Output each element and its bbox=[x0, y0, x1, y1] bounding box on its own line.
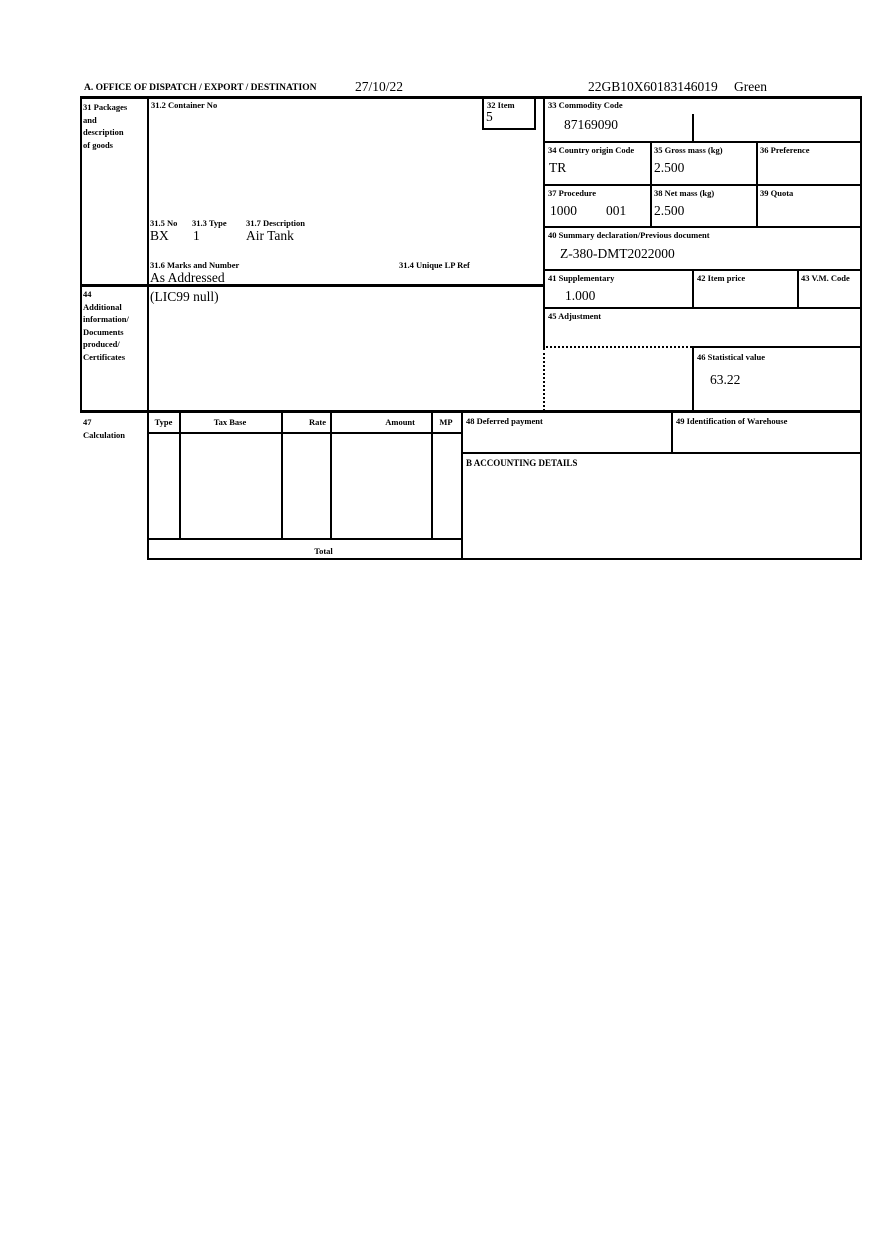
column-header-rate: Rate bbox=[309, 417, 326, 427]
divider-box33-bottom bbox=[543, 141, 862, 143]
commodity-code-label: 33 Commodity Code bbox=[548, 100, 623, 110]
border-table-right bbox=[461, 411, 463, 560]
column-header-mp: MP bbox=[439, 417, 453, 427]
divider-bottom bbox=[148, 558, 862, 560]
declaration-date: 27/10/22 bbox=[355, 79, 404, 94]
package-no-label: 31.5 No bbox=[150, 218, 178, 228]
border-box46-left bbox=[692, 346, 694, 412]
border-right bbox=[860, 96, 862, 560]
divider-center-right bbox=[543, 96, 545, 348]
declaration-reference: 22GB10X60183146019 bbox=[588, 79, 718, 94]
preference-label: 36 Preference bbox=[760, 145, 810, 155]
box44-label-line1: 44 bbox=[83, 289, 92, 299]
country-origin-label: 34 Country origin Code bbox=[548, 145, 635, 155]
divider-box41-42 bbox=[692, 269, 694, 309]
box31-label-line1: 31 Packages bbox=[83, 102, 128, 112]
divider-box42-43 bbox=[797, 269, 799, 309]
total-label: Total bbox=[314, 546, 333, 556]
unique-lp-ref-label: 31.4 Unique LP Ref bbox=[399, 260, 470, 270]
container-no-label: 31.2 Container No bbox=[151, 100, 218, 110]
procedure-value-1: 1000 bbox=[550, 203, 577, 218]
supplementary-value: 1.000 bbox=[565, 288, 596, 303]
dotted-divider-box45-bottom bbox=[543, 346, 692, 348]
box44-label-line4: Documents bbox=[83, 326, 124, 337]
package-no-value: BX bbox=[150, 228, 169, 243]
divider-box46-top bbox=[692, 346, 862, 348]
divider-box32-bottom bbox=[482, 128, 536, 130]
divider-box48-49 bbox=[671, 411, 673, 454]
box47-label-line1: 47 bbox=[83, 417, 92, 427]
divider-box37-row-bottom bbox=[543, 226, 862, 228]
procedure-label: 37 Procedure bbox=[548, 188, 597, 198]
dotted-divider-left-of-box46 bbox=[543, 348, 545, 411]
statistical-value-label: 46 Statistical value bbox=[697, 352, 765, 362]
marks-number-value: As Addressed bbox=[150, 270, 225, 285]
item-price-label: 42 Item price bbox=[697, 273, 746, 283]
accounting-details-label: B ACCOUNTING DETAILS bbox=[466, 458, 578, 468]
box32-item-label: 32 Item bbox=[487, 100, 515, 110]
divider-commodity-code-tick bbox=[692, 114, 694, 143]
divider-table-body-bottom bbox=[148, 538, 462, 540]
divider-box41-row-bottom bbox=[543, 307, 862, 309]
divider-box34-row-bottom bbox=[543, 184, 862, 186]
box44-label-line6: Certificates bbox=[83, 351, 126, 362]
box31-label-line2: and bbox=[83, 114, 97, 125]
procedure-value-2: 001 bbox=[606, 203, 627, 218]
border-box32-left bbox=[482, 96, 484, 130]
divider-table-header-bottom bbox=[148, 432, 462, 434]
box31-label bbox=[83, 101, 127, 151]
package-description-label: 31.7 Description bbox=[246, 218, 306, 228]
box47-label-line2: Calculation bbox=[83, 429, 126, 440]
divider-box34-35 bbox=[650, 141, 652, 228]
statistical-value: 63.22 bbox=[710, 372, 741, 387]
divider-col-amount bbox=[431, 411, 433, 539]
box44-label bbox=[83, 288, 129, 363]
divider-col-rate bbox=[330, 411, 332, 539]
box32-item-value: 5 bbox=[486, 109, 493, 124]
office-of-dispatch-label: A. OFFICE OF DISPATCH / EXPORT / DESTINATION bbox=[84, 83, 317, 93]
box31-label-line3: description bbox=[83, 127, 124, 137]
column-header-amount: Amount bbox=[385, 417, 415, 427]
divider-col-taxbase bbox=[281, 411, 283, 539]
divider-top bbox=[80, 96, 862, 99]
divider-box40-bottom bbox=[543, 269, 862, 271]
border-left bbox=[80, 96, 82, 413]
divider-box48-49-bottom bbox=[461, 452, 862, 454]
supplementary-label: 41 Supplementary bbox=[548, 273, 615, 283]
package-description-value: Air Tank bbox=[246, 228, 294, 243]
divider-box35-36 bbox=[756, 141, 758, 228]
gross-mass-label: 35 Gross mass (kg) bbox=[654, 145, 723, 155]
deferred-payment-label: 48 Deferred payment bbox=[466, 416, 543, 426]
adjustment-label: 45 Adjustment bbox=[548, 311, 602, 321]
net-mass-value: 2.500 bbox=[654, 203, 685, 218]
divider-box47-top bbox=[80, 410, 862, 413]
routing-status: Green bbox=[734, 79, 767, 94]
border-box32-right bbox=[534, 96, 536, 130]
commodity-code-value: 87169090 bbox=[564, 117, 618, 132]
box44-label-line2: Additional bbox=[83, 301, 122, 312]
divider-col-type bbox=[179, 411, 181, 539]
summary-declaration-label: 40 Summary declaration/Previous document bbox=[548, 230, 710, 240]
column-header-tax-base: Tax Base bbox=[213, 417, 247, 427]
box31-label-line4: of goods bbox=[83, 139, 113, 150]
package-type-value: 1 bbox=[193, 228, 200, 243]
divider-label-column bbox=[147, 96, 149, 560]
vm-code-label: 43 V.M. Code bbox=[801, 273, 850, 283]
gross-mass-value: 2.500 bbox=[654, 160, 685, 175]
summary-declaration-value: Z-380-DMT2022000 bbox=[560, 246, 675, 261]
box47-label bbox=[83, 416, 125, 441]
warehouse-identification-label: 49 Identification of Warehouse bbox=[676, 416, 788, 426]
box44-label-line3: information/ bbox=[83, 314, 129, 324]
additional-information-value: (LIC99 null) bbox=[150, 289, 219, 304]
marks-number-label: 31.6 Marks and Number bbox=[150, 260, 240, 270]
net-mass-label: 38 Net mass (kg) bbox=[654, 188, 715, 198]
country-origin-value: TR bbox=[549, 160, 567, 175]
box44-label-line5: produced/ bbox=[83, 339, 120, 349]
column-header-type: Type bbox=[154, 417, 173, 427]
package-type-label: 31.3 Type bbox=[192, 218, 227, 228]
quota-label: 39 Quota bbox=[760, 188, 794, 198]
